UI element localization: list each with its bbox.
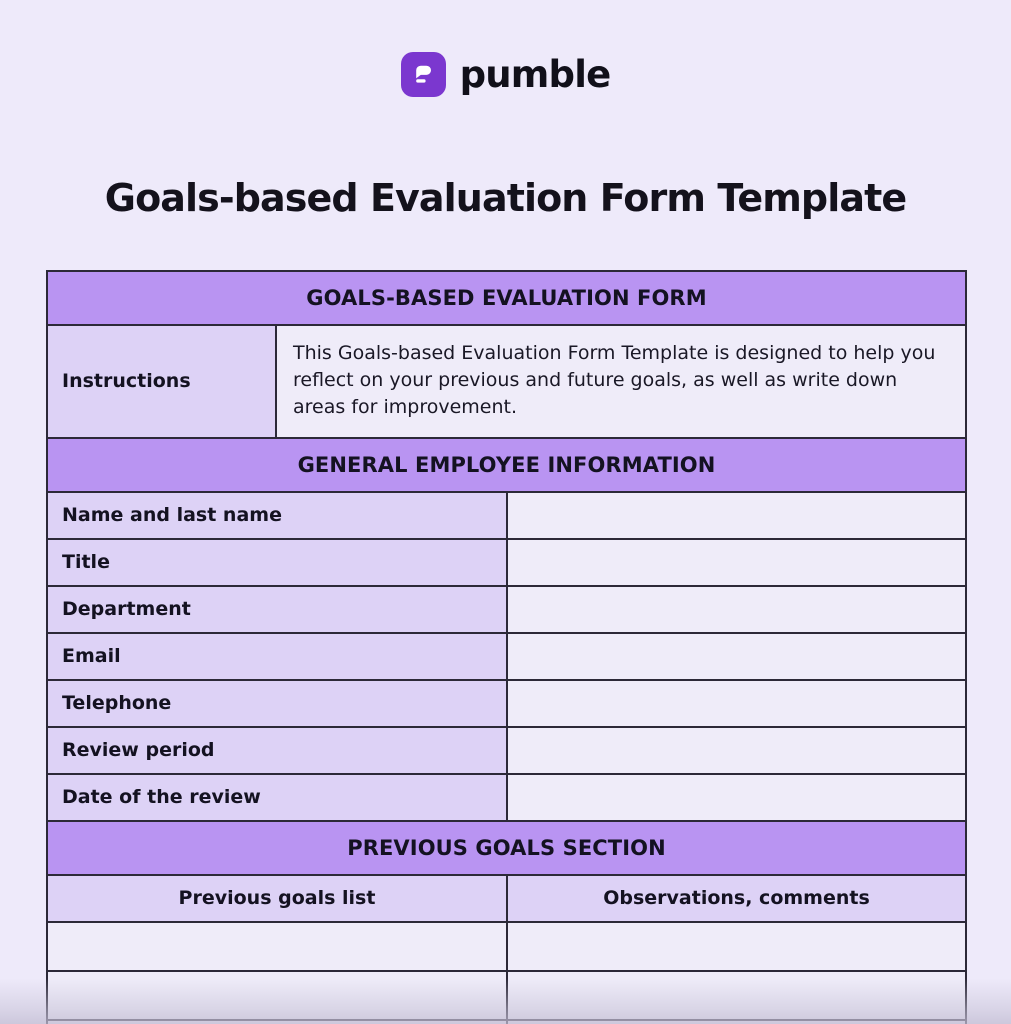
table-row [47, 539, 966, 586]
field-label-title: Title [47, 539, 507, 586]
table-row [47, 821, 966, 875]
table-row [47, 271, 966, 325]
table-row [47, 586, 966, 633]
form-title-banner: GOALS-BASED EVALUATION FORM [47, 271, 966, 325]
table-row [47, 922, 966, 971]
observation-input-3[interactable] [507, 1020, 966, 1024]
observation-input-2[interactable] [507, 971, 966, 1020]
field-input-email[interactable] [507, 633, 966, 680]
table-row [47, 680, 966, 727]
field-input-title[interactable] [507, 539, 966, 586]
field-label-review-period: Review period [47, 727, 507, 774]
previous-goal-input-1[interactable] [47, 922, 507, 971]
table-row [47, 875, 966, 922]
field-input-name-and-last-name[interactable] [507, 492, 966, 539]
table-row [47, 325, 966, 438]
observation-input-1[interactable] [507, 922, 966, 971]
field-label-date-of-the-review: Date of the review [47, 774, 507, 821]
instructions-text: This Goals-based Evaluation Form Template is designed to help you reflect on your previous and future goals, as well as write down areas for improvement. [276, 325, 966, 438]
brand-name: pumble [459, 53, 611, 96]
form-table [46, 270, 967, 1024]
table-row [47, 971, 966, 1020]
table-row [47, 774, 966, 821]
table-row [47, 633, 966, 680]
table-row [47, 727, 966, 774]
previous-goal-input-2[interactable] [47, 971, 507, 1020]
table-row [47, 492, 966, 539]
page-title: Goals-based Evaluation Form Template [104, 176, 907, 220]
field-label-telephone: Telephone [47, 680, 507, 727]
pumble-chat-logo-icon [401, 52, 446, 97]
field-label-email: Email [47, 633, 507, 680]
field-input-telephone[interactable] [507, 680, 966, 727]
table-row [47, 1020, 966, 1024]
column-header-observations-comments: Observations, comments [507, 875, 966, 922]
brand-logo [0, 52, 1011, 97]
instructions-label: Instructions [47, 325, 276, 438]
field-input-department[interactable] [507, 586, 966, 633]
column-header-previous-goals-list: Previous goals list [47, 875, 507, 922]
field-label-department: Department [47, 586, 507, 633]
section-banner-previous-goals-section: PREVIOUS GOALS SECTION [47, 821, 966, 875]
section-banner-general-employee-information: GENERAL EMPLOYEE INFORMATION [47, 438, 966, 492]
field-input-review-period[interactable] [507, 727, 966, 774]
previous-goal-input-3[interactable] [47, 1020, 507, 1024]
table-row [47, 438, 966, 492]
field-label-name-and-last-name: Name and last name [47, 492, 507, 539]
evaluation-form [46, 270, 965, 1024]
field-input-date-of-the-review[interactable] [507, 774, 966, 821]
